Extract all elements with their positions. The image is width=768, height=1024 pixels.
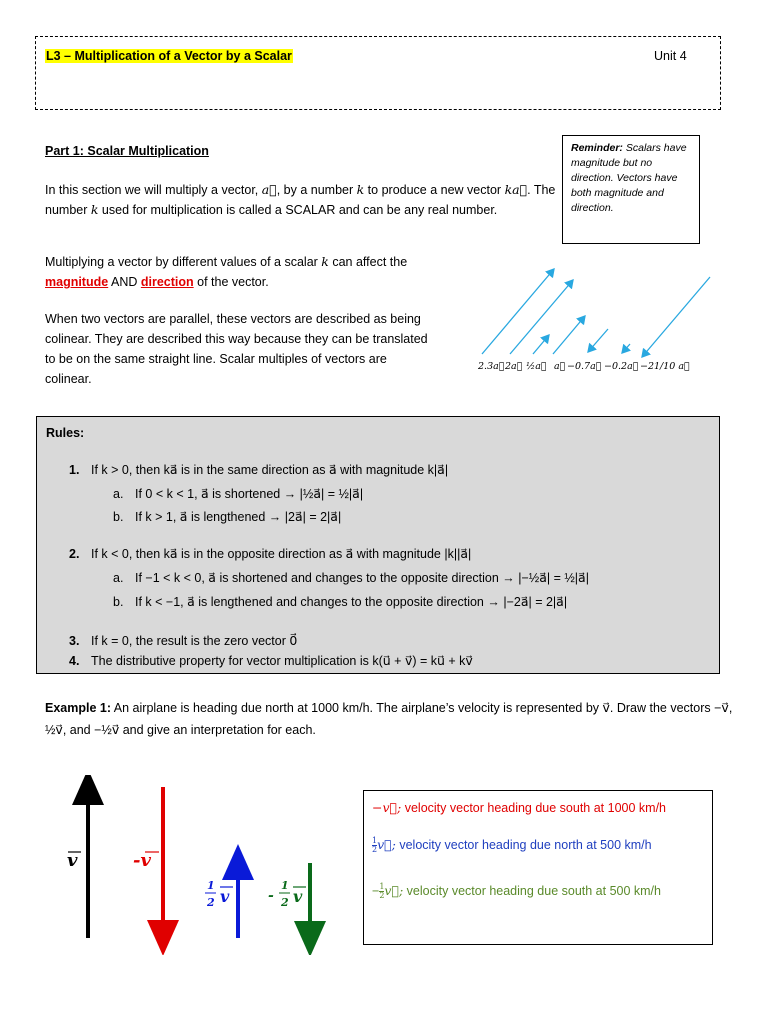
rule-3-number: 3. <box>69 634 80 648</box>
label-v: v <box>67 850 78 871</box>
p1-text-e: used for multiplication is called a SCALAR and can be any real number. <box>98 203 498 217</box>
label-neg-half-num: 1 <box>281 879 289 892</box>
label-neg-0.2a: −0.2a⃗ <box>604 361 639 372</box>
p2-text-a: Multiplying a vector by different values of a scalar <box>45 255 322 269</box>
rule-2-text: If k < 0, then ka⃗ is in the opposite direction as a⃗ with magnitude |k||a⃗| <box>91 547 472 561</box>
part1-title: Part 1: Scalar Multiplication <box>45 144 209 158</box>
interp-neg-half-v <box>372 883 661 900</box>
rule-1b-text: If k > 1, a⃗ is lengthened → |2a⃗| = 2|a⃗| <box>135 510 342 524</box>
vector-a <box>553 316 585 354</box>
interp-neg-half-v-text: velocity vector heading due south at 500 km/h <box>403 884 661 898</box>
rule-1a-text: If 0 < k < 1, a⃗ is shortened → |½a⃗| = ½|a⃗| <box>135 487 364 501</box>
scalar-k-symbol-2: k <box>90 202 99 217</box>
vector-half-a <box>533 335 549 354</box>
neg-half-num: 1 <box>379 882 385 892</box>
scalar-multiples-diagram <box>470 262 730 387</box>
reminder-box <box>562 135 700 244</box>
colinear-paragraph: When two vectors are parallel, these vectors are described as being colinear. They are described this way because they can be translated to be on the same straight line. Scalar multiples of vectors are colinear. <box>45 312 428 386</box>
example-1-label: Example 1: <box>45 701 112 715</box>
ka-symbol: ka⃗ <box>504 182 528 197</box>
interp-half-v-text: velocity vector heading due north at 500 km/h <box>395 838 652 852</box>
example-1 <box>45 697 735 741</box>
rule-1-text: If k > 0, then ka⃗ is in the same direction as a⃗ with magnitude k|a⃗| <box>91 463 449 477</box>
interp-neg-v-text: velocity vector heading due south at 1000 km/h <box>401 801 666 815</box>
label-neg-half-den: 2 <box>281 896 289 909</box>
rule-2b <box>113 594 567 609</box>
rule-2a <box>113 570 589 585</box>
label-neg-v: -v <box>133 850 151 871</box>
rule-1b-letter: b. <box>113 510 124 524</box>
rule-2 <box>69 546 471 561</box>
rule-1a <box>113 486 363 501</box>
effect-paragraph <box>45 252 435 292</box>
half-num: 1 <box>372 836 378 846</box>
vector-neg-21-10-a <box>642 277 710 357</box>
rule-2a-text: If −1 < k < 0, a⃗ is shortened and changes to the opposite direction → |−½a⃗| = ½|a⃗| <box>135 571 589 585</box>
rule-2a-letter: a. <box>113 571 124 585</box>
rules-title: Rules: <box>46 426 85 440</box>
example-1-text: An airplane is heading due north at 1000 km/h. The airplane’s velocity is represented by v⃗. Draw the vectors −v⃗, ½v⃗, and −½v⃗ and give an interpretation for each. <box>45 701 733 737</box>
lesson-title: L3 – Multiplication of a Vector by a Scalar <box>46 49 292 63</box>
p1-text-c: to produce a new vector <box>364 183 505 197</box>
vector-neg-0.2a <box>622 344 630 353</box>
label-2a: 2a⃗ <box>505 361 523 372</box>
rule-3-text: If k = 0, the result is the zero vector 0⃗ <box>91 634 298 648</box>
label-a: a⃗ <box>554 361 566 372</box>
reminder-label: Reminder: <box>571 142 623 154</box>
p1-text-a: In this section we will multiply a vector, <box>45 183 262 197</box>
p1-text-b: , by a number <box>276 183 357 197</box>
p2-text-b: can affect the <box>328 255 408 269</box>
reminder-text: Scalars have magnitude but no direction. Vectors have both magnitude and direction. <box>571 142 687 214</box>
p1-text-d: . The number <box>45 183 556 217</box>
velocity-vectors-figure <box>55 775 345 955</box>
direction-word: direction <box>140 275 194 289</box>
label-2.3a: 2.3a⃗ <box>478 361 505 372</box>
neg-sign: − <box>372 884 380 898</box>
half-den: 2 <box>372 845 378 855</box>
rule-4-text: The distributive property for vector multiplication is k(u⃗ + v⃗) = ku⃗ + kv⃗ <box>91 654 473 668</box>
rule-1b <box>113 509 341 524</box>
label-neg-sign: - <box>268 888 274 904</box>
rule-4-number: 4. <box>69 654 80 668</box>
scalar-k-symbol: k <box>356 182 365 197</box>
neg-half-den: 2 <box>379 891 385 901</box>
rule-4 <box>69 653 473 668</box>
label-neg-half-v: v <box>293 887 303 906</box>
rule-1-number: 1. <box>69 463 80 477</box>
rule-1a-letter: a. <box>113 487 124 501</box>
unit-label: Unit 4 <box>654 49 687 63</box>
magnitude-word: magnitude <box>45 275 109 289</box>
rule-1 <box>69 462 448 477</box>
vector-a-symbol: a⃗ <box>261 182 277 197</box>
vector-neg-0.7a <box>588 329 608 352</box>
interp-neg-half-v-symbol: v⃗; <box>384 883 404 898</box>
rule-3 <box>69 633 297 648</box>
rule-2-number: 2. <box>69 547 80 561</box>
label-half-den: 2 <box>207 896 215 909</box>
header-box <box>35 36 721 110</box>
label-neg-21-10-a: −21/10 a⃗ <box>640 361 690 372</box>
rules-box <box>36 416 720 674</box>
intro-paragraph <box>45 180 565 220</box>
label-neg-0.7a: −0.7a⃗ <box>567 361 602 372</box>
interp-neg-v <box>372 800 666 815</box>
interp-neg-v-symbol: −v⃗; <box>372 800 402 815</box>
label-half-a: ½a⃗ <box>526 361 547 372</box>
p2-and: AND <box>108 275 141 289</box>
interpretation-box <box>363 790 713 945</box>
label-half-num: 1 <box>207 879 215 892</box>
interp-half-v-symbol: v⃗; <box>377 837 396 852</box>
interp-half-v <box>372 837 652 854</box>
p2-text-c: of the vector. <box>193 275 269 289</box>
scalar-k-symbol-3: k <box>321 254 329 269</box>
label-half-v: v <box>220 887 230 906</box>
rule-2b-text: If k < −1, a⃗ is lengthened and changes to the opposite direction → |−2a⃗| = 2|a⃗| <box>135 595 568 609</box>
rule-2b-letter: b. <box>113 595 124 609</box>
